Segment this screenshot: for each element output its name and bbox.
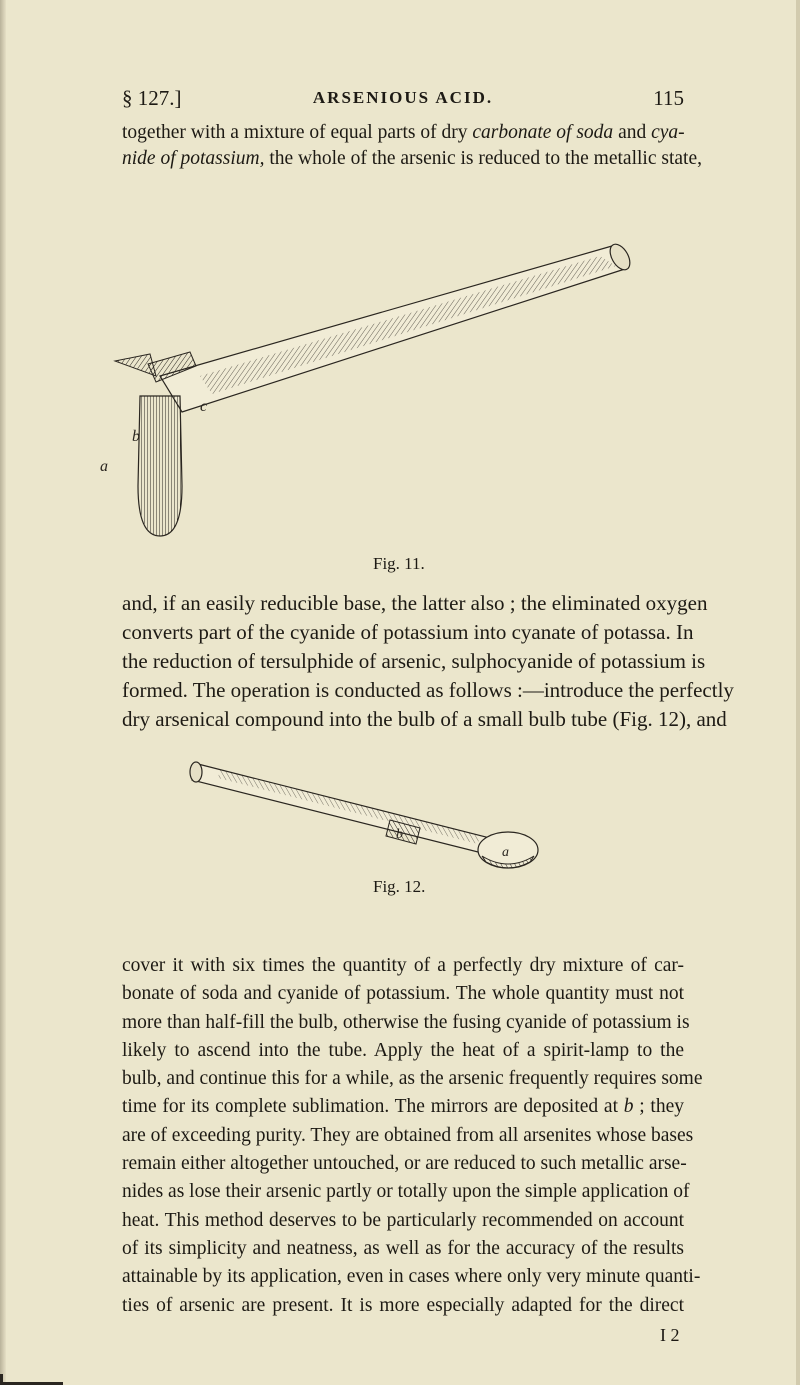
paragraph-3 <box>122 952 703 1320</box>
page-edge-right <box>796 0 800 1385</box>
text-line: converts part of the cyanide of potassium into cyanate of potassa. In <box>122 620 694 644</box>
text-line: likely to ascend into the tube. Apply the heat of a spirit-lamp to the <box>122 1039 684 1061</box>
text-line: attainable by its application, even in cases where only very minute quanti- <box>122 1266 701 1288</box>
text-line: bulb, and continue this for a while, as the arsenic frequently requires some <box>122 1068 703 1090</box>
text-run: time for its complete sublimation. The mirrors are deposited at <box>122 1096 624 1118</box>
tube-shading <box>200 256 616 394</box>
figure-11-illustration <box>100 226 640 546</box>
text-line: of its simplicity and neatness, as well as for the accuracy of the results <box>122 1237 684 1259</box>
bulb-neck <box>140 396 180 426</box>
figure-label-c: c <box>200 398 208 415</box>
page-corner-mark <box>0 1374 63 1385</box>
figure-11-caption: Fig. 11. <box>373 554 425 573</box>
text-line: dry arsenical compound into the bulb of a small bulb tube (Fig. 12), and <box>122 707 727 731</box>
running-header <box>122 86 684 116</box>
text-run: ; they <box>633 1096 684 1118</box>
figure-12-caption: Fig. 12. <box>373 877 426 896</box>
text-line: formed. The operation is conducted as follows :—introduce the perfectly <box>122 678 734 702</box>
figure-12-illustration <box>190 750 550 870</box>
text-run: the whole of the arsenic is reduced to the metallic state, <box>264 148 702 169</box>
figure-label-b: b <box>132 428 140 445</box>
text-line: are of exceeding purity. They are obtained from all arsenites whose bases <box>122 1124 694 1146</box>
signature-mark: I 2 <box>660 1325 680 1345</box>
text-line: and, if an easily reducible base, the latter also ; the eliminated oxygen <box>122 591 708 615</box>
text-run: together with a mixture of equal parts of dry <box>122 122 473 143</box>
page-edge <box>0 0 6 1385</box>
text-line: cover it with six times the quantity of a perfectly dry mixture of car- <box>122 955 684 976</box>
section-reference: § 127.] <box>122 86 182 110</box>
italic-term: carbonate of soda <box>472 122 614 143</box>
text-line: remain either altogether untouched, or are reduced to such metallic arse- <box>122 1153 687 1175</box>
text-line: more than half-fill the bulb, otherwise the fusing cyanide of potassium is <box>122 1011 690 1033</box>
text-line: ties of arsenic are present. It is more especially adapted for the direct <box>122 1294 684 1316</box>
text-line <box>122 1093 684 1121</box>
text-line: bonate of soda and cyanide of potassium. The whole quantity must not <box>122 983 684 1005</box>
running-title: ARSENIOUS ACID. <box>312 88 494 107</box>
italic-term: cya- <box>651 122 685 143</box>
paragraph-2 <box>122 589 734 734</box>
text-line: the reduction of tersulphide of arsenic, sulphocyanide of potassium is <box>122 649 706 673</box>
tube-end <box>115 354 156 376</box>
tube-shading <box>218 770 480 844</box>
figure-label-a: a <box>100 458 108 475</box>
italic-term: b <box>623 1096 634 1118</box>
italic-term: nide of potassium, <box>122 148 265 169</box>
text-line <box>122 146 702 172</box>
tube-opening <box>190 762 202 782</box>
text-line: heat. This method deserves to be particularly recommended on account <box>122 1209 684 1231</box>
text-line <box>122 120 684 146</box>
figure-label-a: a <box>502 845 509 860</box>
text-line: nides as lose their arsenic partly or totally upon the simple application of <box>122 1181 690 1203</box>
page-number: 115 <box>653 86 684 110</box>
text-run: and <box>613 122 652 143</box>
paragraph-1 <box>122 120 702 172</box>
figure-label-b: b <box>396 827 403 842</box>
